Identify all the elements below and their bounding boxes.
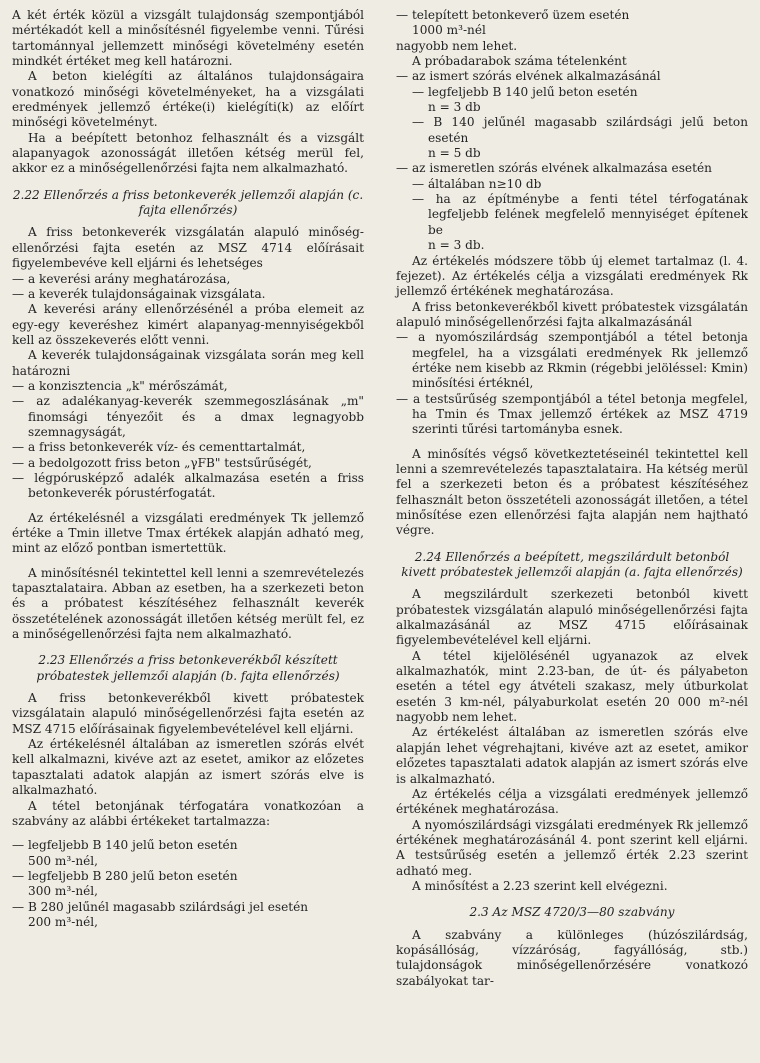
paragraph: Az értékelésnél általában az ismeretlen szórás elvét kell alkalmazni, kivéve azt az esetet, amikor az előzetes tapasztalati adatok alapján az ismert szórás elve is alkalmazható. <box>12 737 364 798</box>
paragraph: A tétel kijelölésénél ugyanazok az elvek alkalmazhatók, mint 2.23-ban, de út- és pályabeton esetén a tétel egy átvételi szakasz, mely útburkolat esetén 3 km-nél, pályaburkolat esetén 20 000 m²-nél nagyobb nem lehet. <box>396 648 748 725</box>
section-heading: 2.23 Ellenőrzés a friss betonkeverékből készített próbatestek jellemzői alapján (b. fajta ellenőrzés) <box>36 653 340 683</box>
paragraph: A beton kielégíti az általános tulajdonságaira vonatkozó minőségi követelményeket, ha a vizsgálati eredmények jellemző értéke(i) kielégíti(k) az előírt minőségi követelményt. <box>12 69 364 130</box>
paragraph: A két érték közül a vizsgált tulajdonság szempontjából mértékadót kell a minősítésnél figyelembe venni. Tűrési tartománnyal jellemzett minőségi követelmény esetén mindkét értéket meg kell határozni. <box>12 8 364 69</box>
paragraph: A minősítés végső következtetéseinél tekintettel kell lenni a szemrevételezés tapasztalataira. Ha kétség merül fel a szerkezeti beton és a próbatest készítéséhez felhasznált beton összetételi azonosságát illetően, a tétel minősítése ezen ellenőrzési fajta alapján nem hajtható végre. <box>396 446 748 538</box>
paragraph: n = 3 db <box>428 100 481 115</box>
paragraph: 1000 m³-nél <box>412 23 486 38</box>
list-item: — legfeljebb B 140 jelű beton esetén <box>412 84 638 99</box>
paragraph: 200 m³-nél, <box>28 914 98 929</box>
paragraph: A friss betonkeverékből kivett próbatestek vizsgálatán alapuló minőségellenőrzési fajta alkalmazásánál <box>396 299 748 329</box>
list-item: — ha az építménybe a fenti tétel térfogatának legfeljebb felének megfelelő mennyiséget építenek be <box>412 192 748 237</box>
list-item: — B 280 jelűnél magasabb szilárdsági jel esetén <box>12 899 309 914</box>
list-item: — a bedolgozott friss beton „γFB" testsűrűségét, <box>12 455 312 470</box>
paragraph: A keverék tulajdonságainak vizsgálata során meg kell határozni <box>12 348 364 378</box>
list-item: — a keverési arány meghatározása, <box>12 271 231 286</box>
right-column <box>396 8 748 989</box>
list-item: — az ismeretlen szórás elvének alkalmazása esetén <box>396 161 712 176</box>
list-item: — az adalékanyag-keverék szemmegoszlásának „m" finomsági tényezőit és a dmax legnagyobb szemnagyságát, <box>12 394 364 439</box>
list-item: — általában n≥10 db <box>412 176 542 191</box>
list-item: — a friss betonkeverék víz- és cementtartalmát, <box>12 440 306 455</box>
section-heading: 2.24 Ellenőrzés a beépített, megszilárdult betonból kivett próbatestek jellemzői alapján (a. fajta ellenőrzés) <box>401 549 743 580</box>
list-item: — az ismert szórás elvének alkalmazásánál <box>396 69 661 84</box>
list-item: — B 140 jelűnél magasabb szilárdsági jelű beton esetén <box>412 115 748 145</box>
paragraph: n = 3 db. <box>428 238 485 253</box>
paragraph: Ha a beépített betonhoz felhasznált és a vizsgált alapanyagok azonosságát illetően kétség merül fel, akkor ez a minőségellenőrzési fajta nem alkalmazható. <box>12 130 364 176</box>
list-item: — a testsűrűség szempontjából a tétel betonja megfelel, ha Tmin és Tmax jellemző értékek az MSZ 4719 szerinti tűrési tartományba esnek. <box>396 391 748 437</box>
paragraph: A megszilárdult szerkezeti betonból kivett próbatestek vizsgálatán alapuló minőségellenőrzési fajta alkalmazásánál az MSZ 4715 előírásainak figyelembevételével kell eljárni. <box>396 587 748 648</box>
paragraph: nagyobb nem lehet. <box>396 38 518 53</box>
list-item: — a nyomószilárdság szempontjából a tétel betonja megfelel, ha a vizsgálati eredmények Rk jellemző értéke nem kisebb az Rkmin (régebbi jelöléssel: Kmin) minősítési értéknél, <box>396 330 748 391</box>
paragraph: Az értékelésnél a vizsgálati eredmények Tk jellemző értéke a Tmin illetve Tmax értékek alapján adható meg, mint az előző pontban ismertettük. <box>12 510 364 556</box>
paragraph: 300 m³-nél, <box>28 884 98 899</box>
paragraph: A tétel betonjának térfogatára vonatkozóan a szabvány az alábbi értékeket tartalmazza: <box>12 798 364 828</box>
paragraph: A szabvány a különleges (húzószilárdság, kopásállóság, vízzáróság, fagyállóság, stb.) tulajdonságok minőségellenőrzésére vonatkozó szabályokat tar- <box>396 927 748 988</box>
paragraph: A friss betonkeverék vizsgálatán alapuló minőség-ellenőrzési fajta esetén az MSZ 4714 előírásait figyelembevéve kell eljárni és lehetséges <box>12 225 364 271</box>
paragraph: A próbadarabok száma tételenként <box>412 54 627 69</box>
list-item: — a konzisztencia „k" mérőszámát, <box>12 378 228 393</box>
paragraph: 500 m³-nél, <box>28 853 98 868</box>
paragraph: n = 5 db <box>428 146 481 161</box>
list-item: — legfeljebb B 140 jelű beton esetén <box>12 838 238 853</box>
section-heading: 2.3 Az MSZ 4720/3—80 szabvány <box>469 905 675 920</box>
paragraph: A minősítésnél tekintettel kell lenni a szemrevételezés tapasztalataira. Abban az esetben, ha a szerkezeti beton és a próbatest készítéséhez felhasznált keverék összetételének azonosságát illetően kétség merült fel, ez a minőségellenőrzési fajta nem alkalmazható. <box>12 565 364 642</box>
left-column <box>12 8 364 930</box>
list-item: — légpórusképző adalék alkalmazása esetén a friss betonkeverék pórustérfogatát. <box>12 470 364 501</box>
paragraph: A friss betonkeverékből kivett próbatestek vizsgálatain alapuló minőségellenőrzési fajta esetén az MSZ 4715 előírásainak figyelembevételével kell eljárni. <box>12 691 364 736</box>
list-item: — a keverék tulajdonságainak vizsgálata. <box>12 286 266 301</box>
paragraph: Az értékelés célja a vizsgálati eredmények jellemző értékének meghatározása. <box>396 786 748 817</box>
list-item: — legfeljebb B 280 jelű beton esetén <box>12 868 238 883</box>
paragraph: A keverési arány ellenőrzésénél a próba elemeit az egy-egy keveréshez kimért alapanyag-mennyiségekből kell az összekeverés előtt venni. <box>12 302 364 347</box>
list-item: — telepített betonkeverő üzem esetén <box>396 8 630 22</box>
paragraph: A nyomószilárdsági vizsgálati eredmények Rk jellemző értékének meghatározásánál 4. pont szerint kell eljárni. A testsűrűség esetén a jellemző érték 2.23 szerint adható meg. <box>396 817 748 878</box>
section-heading: 2.22 Ellenőrzés a friss betonkeverék jellemzői alapján (c. fajta ellenőrzés) <box>12 187 364 218</box>
paragraph: Az értékelés módszere több új elemet tartalmaz (l. 4. fejezet). Az értékelés célja a vizsgálati eredmények Rk jellemző értékének meghatározása. <box>396 253 748 299</box>
paragraph: A minősítést a 2.23 szerint kell elvégezni. <box>412 878 668 893</box>
paragraph: Az értékelést általában az ismeretlen szórás elve alapján lehet végrehajtani, kivéve azt az esetet, amikor előzetes tapasztalati adatok alapján az ismert szórás elve is alkalmazható. <box>396 725 748 786</box>
